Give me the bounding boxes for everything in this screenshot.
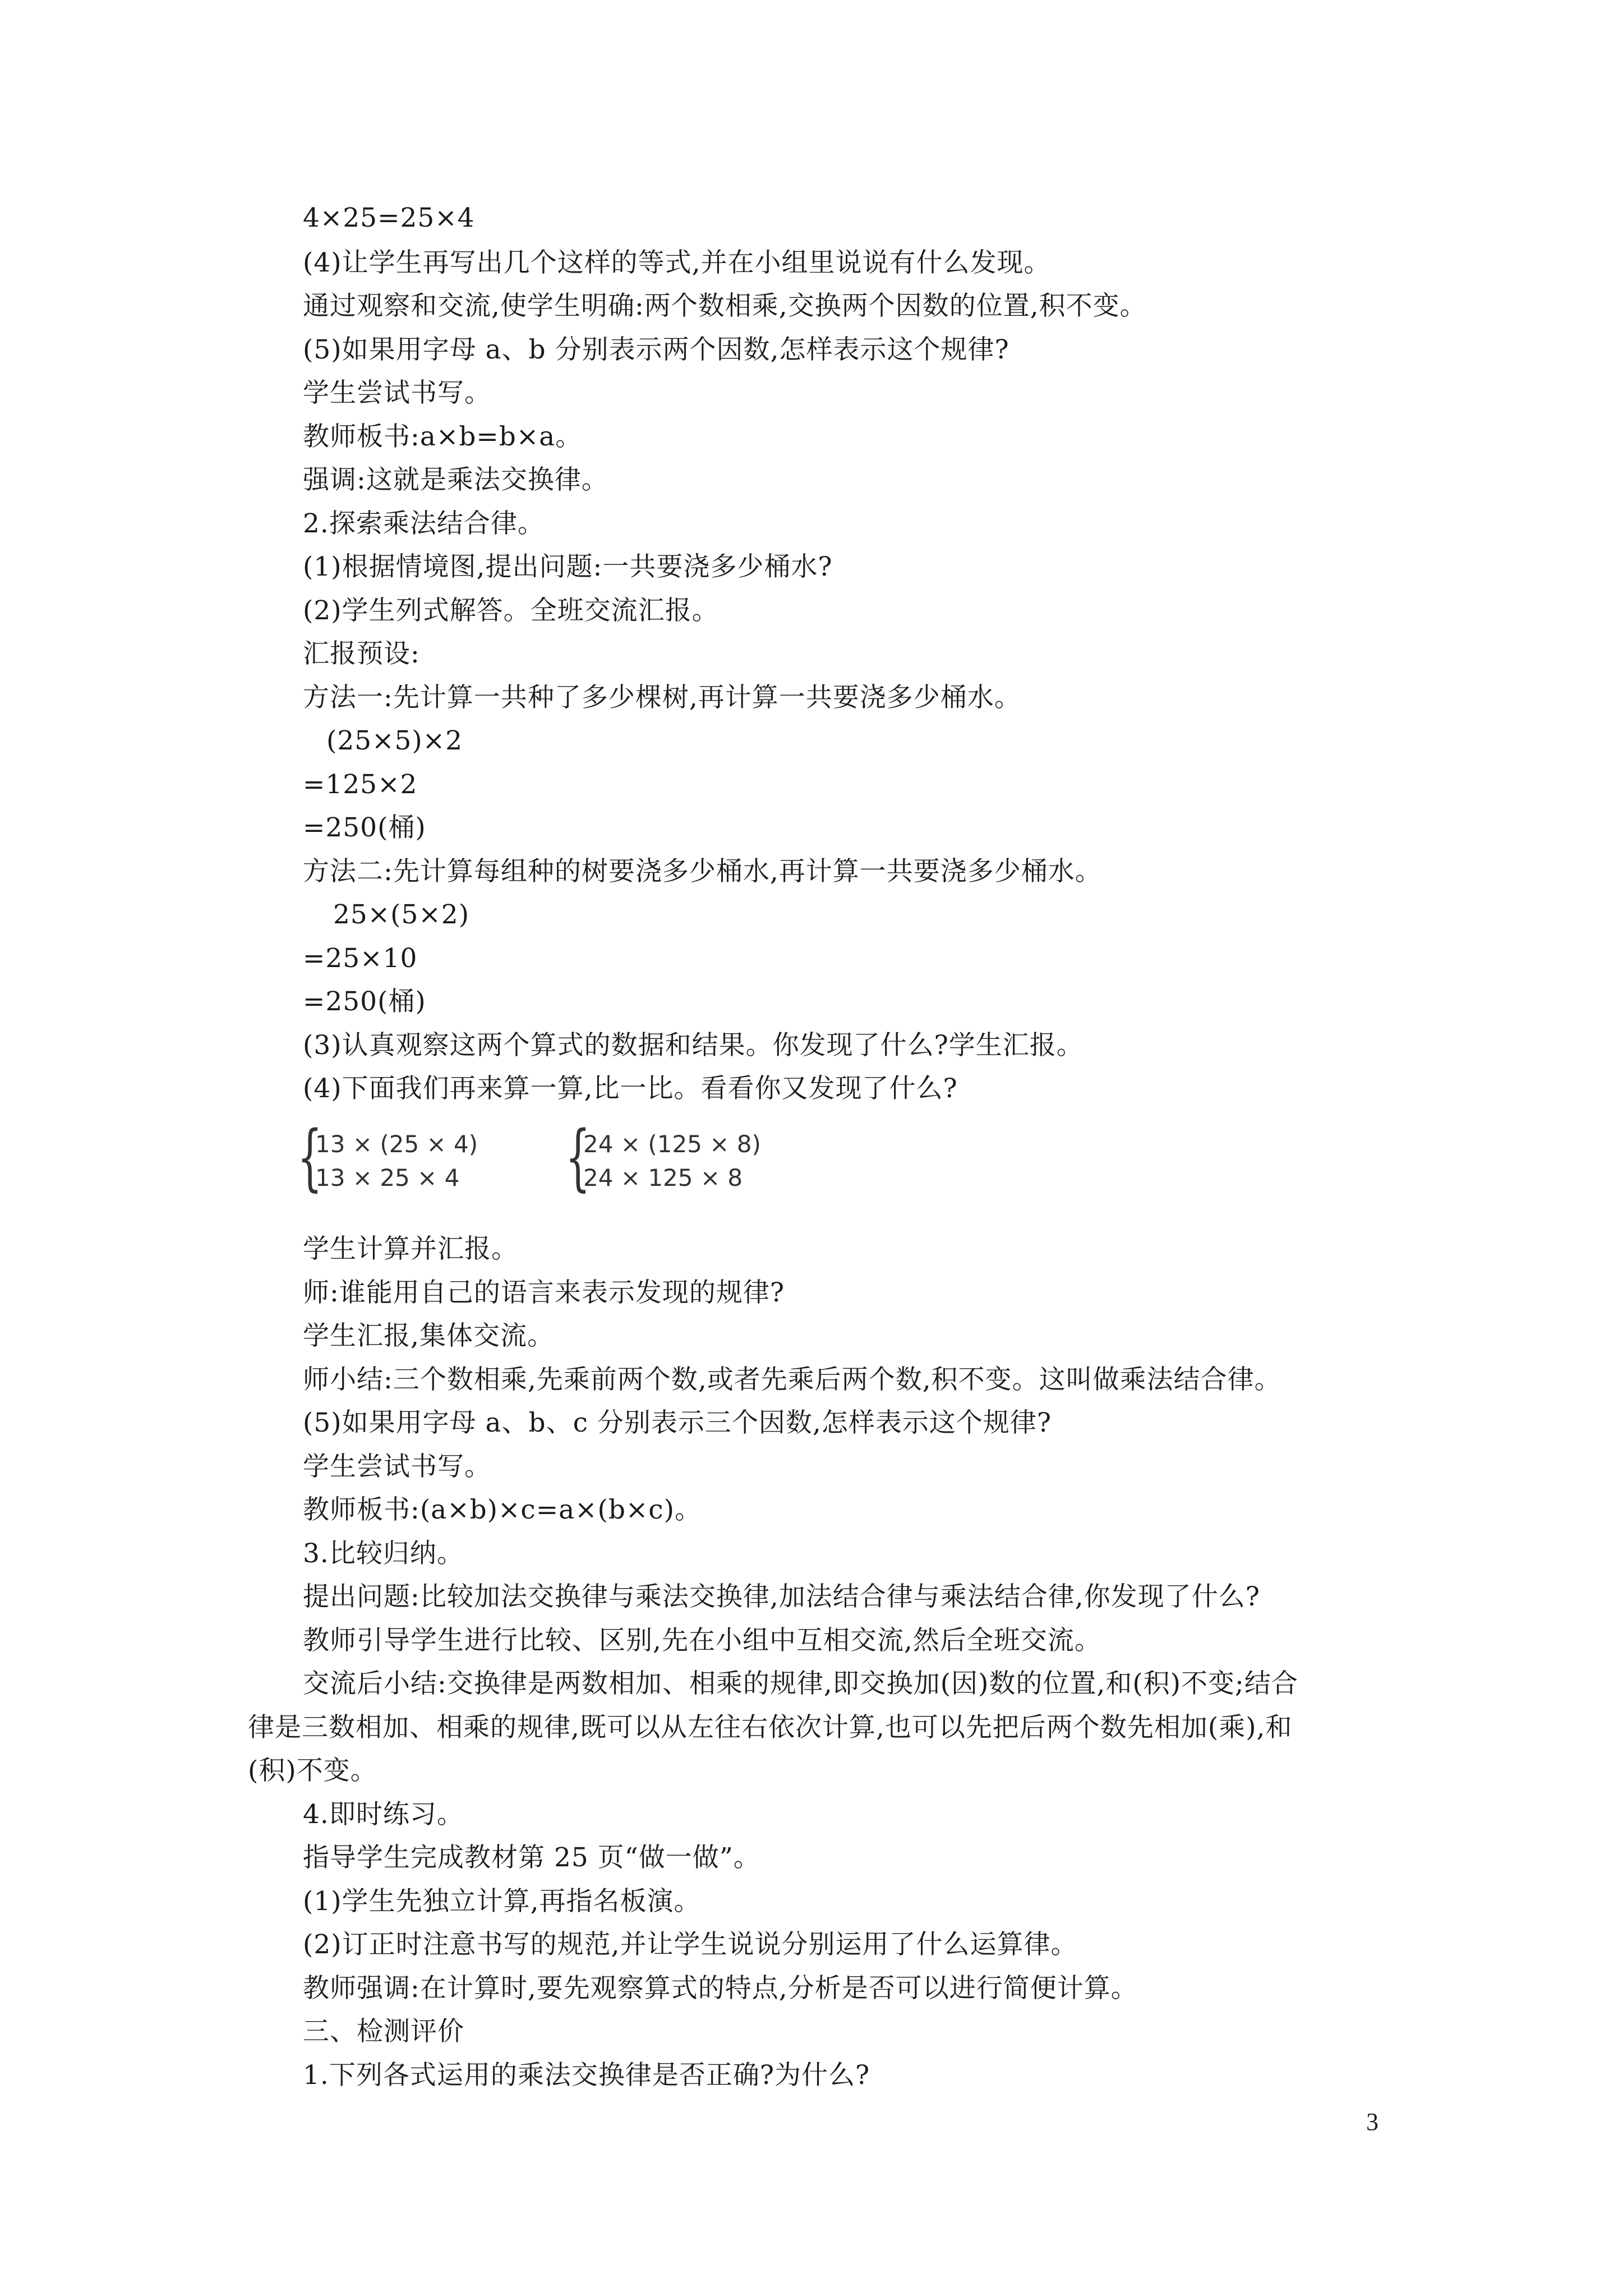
equation-line: 4×25=25×4 <box>303 203 475 233</box>
text-line: (1)学生先独立计算,再指名板演。 <box>303 1886 701 1917</box>
text-line: 师小结:三个数相乘,先乘前两个数,或者先乘后两个数,积不变。这叫做乘法结合律。 <box>303 1364 1281 1395</box>
section-heading: 4.即时练习。 <box>303 1799 464 1830</box>
equation-line: (25×5)×2 <box>326 725 463 756</box>
text-line: 提出问题:比较加法交换律与乘法交换律,加法结合律与乘法结合律,你发现了什么? <box>303 1581 1260 1612</box>
section-heading: 3.比较归纳。 <box>303 1538 464 1569</box>
text-line: 律是三数相加、相乘的规律,既可以从左往右依次计算,也可以先把后两个数先相加(乘),和 <box>248 1712 1293 1743</box>
text-line: 教师板书:(a×b)×c=a×(b×c)。 <box>303 1494 702 1525</box>
equation-line: =125×2 <box>303 769 418 800</box>
equation-group-2-bottom: 24 × 125 × 8 <box>583 1164 743 1191</box>
text-line: 强调:这就是乘法交换律。 <box>303 464 608 495</box>
text-line: (积)不变。 <box>248 1755 377 1786</box>
text-line: 方法一:先计算一共种了多少棵树,再计算一共要浇多少桶水。 <box>303 682 1021 713</box>
section-heading: 2.探索乘法结合律。 <box>303 508 545 539</box>
text-line: 教师引导学生进行比较、区别,先在小组中互相交流,然后全班交流。 <box>303 1625 1101 1656</box>
text-line: (5)如果用字母 a、b 分别表示两个因数,怎样表示这个规律? <box>303 334 1009 365</box>
text-line: (3)认真观察这两个算式的数据和结果。你发现了什么?学生汇报。 <box>303 1030 1083 1061</box>
text-line: 汇报预设: <box>303 638 420 669</box>
text-line: (1)根据情境图,提出问题:一共要浇多少桶水? <box>303 551 833 582</box>
text-line: 学生计算并汇报。 <box>303 1234 518 1264</box>
text-line: 师:谁能用自己的语言来表示发现的规律? <box>303 1277 785 1308</box>
text-line: 方法二:先计算每组种的树要浇多少桶水,再计算一共要浇多少桶水。 <box>303 856 1102 887</box>
text-line: 学生尝试书写。 <box>303 378 491 408</box>
text-line: 1.下列各式运用的乘法交换律是否正确?为什么? <box>303 2060 870 2091</box>
text-line: 通过观察和交流,使学生明确:两个数相乘,交换两个因数的位置,积不变。 <box>303 291 1147 321</box>
brace-left: { <box>297 1116 322 1199</box>
equation-group-1-bottom: 13 × 25 × 4 <box>315 1164 460 1191</box>
text-line: 教师强调:在计算时,要先观察算式的特点,分析是否可以进行简便计算。 <box>303 1973 1138 2004</box>
equation-group-1-top: 13 × (25 × 4) <box>315 1130 478 1158</box>
text-line: (2)学生列式解答。全班交流汇报。 <box>303 595 719 626</box>
text-line: 教师板书:a×b=b×a。 <box>303 421 583 452</box>
text-line: 交流后小结:交换律是两数相加、相乘的规律,即交换加(因)数的位置,和(积)不变;结合 <box>303 1668 1298 1699</box>
text-line: (4)下面我们再来算一算,比一比。看看你又发现了什么? <box>303 1073 958 1104</box>
text-line: (5)如果用字母 a、b、c 分别表示三个因数,怎样表示这个规律? <box>303 1407 1052 1438</box>
equation-line: =250(桶) <box>303 986 426 1017</box>
equation-group-2-top: 24 × (125 × 8) <box>583 1130 761 1158</box>
equation-line: =250(桶) <box>303 812 426 843</box>
text-line: 学生汇报,集体交流。 <box>303 1320 554 1351</box>
equation-line: =25×10 <box>303 943 418 974</box>
brace-right: { <box>565 1116 591 1199</box>
text-line: 指导学生完成教材第 25 页“做一做”。 <box>303 1842 760 1873</box>
text-line: (4)让学生再写出几个这样的等式,并在小组里说说有什么发现。 <box>303 247 1051 278</box>
text-line: (2)订正时注意书写的规范,并让学生说说分别运用了什么运算律。 <box>303 1929 1078 1960</box>
equation-line: 25×(5×2) <box>333 899 470 930</box>
section-heading: 三、检测评价 <box>303 2016 464 2047</box>
text-line: 学生尝试书写。 <box>303 1451 491 1482</box>
page-number: 3 <box>1366 2108 1378 2136</box>
